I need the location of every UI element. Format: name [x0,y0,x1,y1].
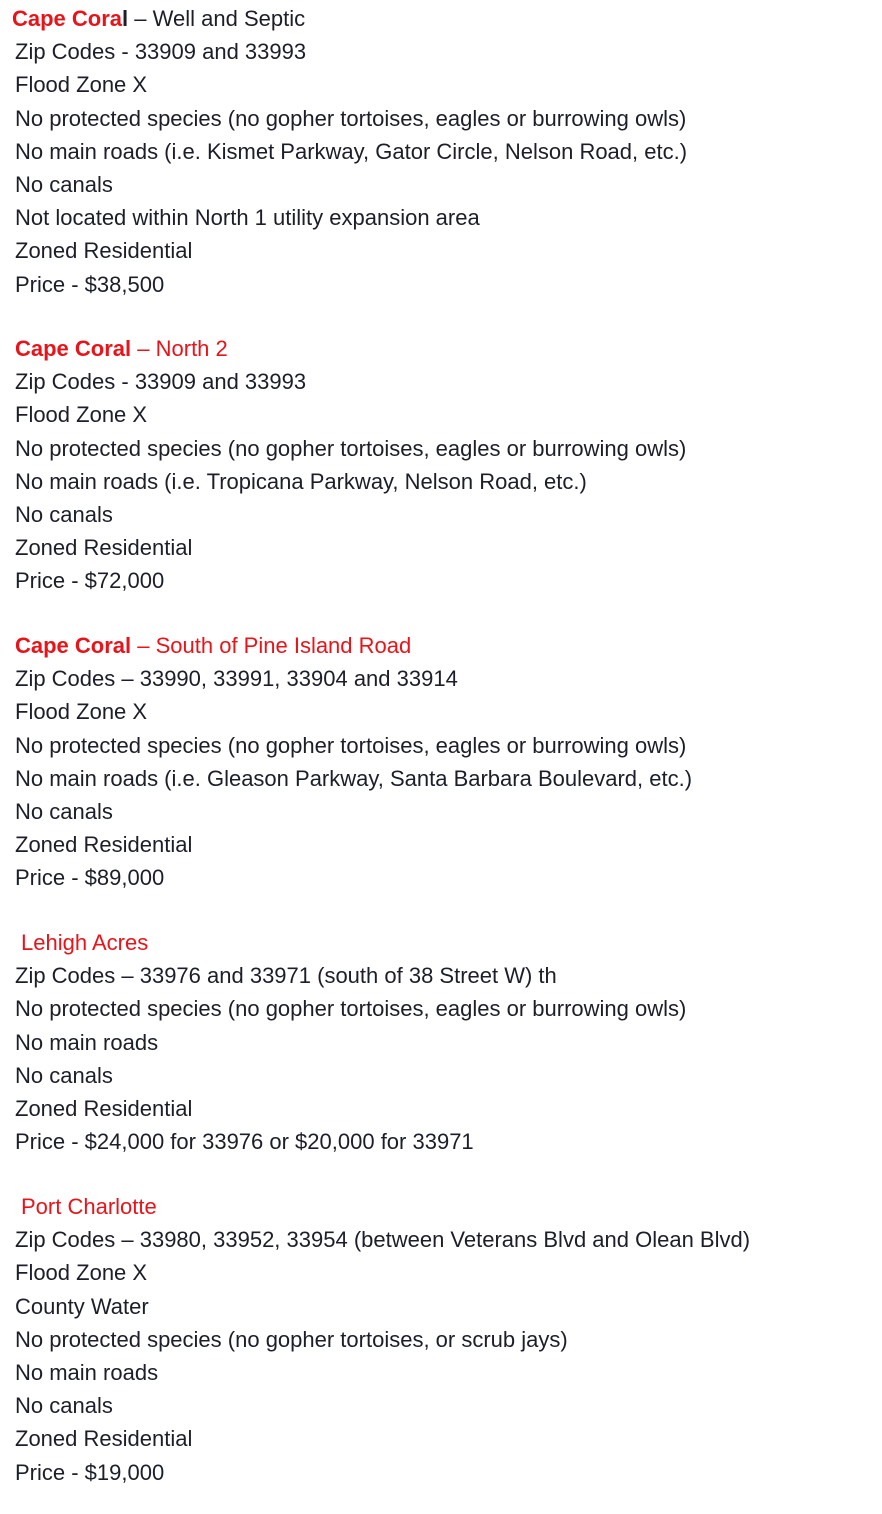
listing-port-charlotte [15,1190,875,1489]
listing-detail: Zip Codes – 33980, 33952, 33954 (between Veterans Blvd and Olean Blvd) [15,1227,751,1253]
listing-title [12,2,872,35]
listing-detail: No main roads [15,1359,159,1385]
listing-detail: No canals [15,501,113,527]
listing-lehigh-acres [15,926,875,1158]
listing-detail: No protected species (no gopher tortoises, or scrub jays) [15,1326,568,1352]
listing-title-city-end: l [122,6,129,31]
listing-title [15,926,875,959]
listing-detail: No canals [15,171,113,197]
listing-title [15,1190,875,1223]
listing-detail: No protected species (no gopher tortoises, eagles or burrowing owls) [15,732,687,758]
listing-detail: No main roads (i.e. Gleason Parkway, Santa Barbara Boulevard, etc.) [15,765,693,791]
listing-title-city: Lehigh Acres [21,930,149,955]
listing-detail: Zoned Residential [15,238,193,264]
listing-detail: County Water [15,1293,149,1319]
listing-title-city: Port Charlotte [21,1194,157,1219]
listing-detail: Zip Codes – 33990, 33991, 33904 and 33914 [15,666,458,692]
listing-title-area: – Well and Septic [128,6,306,31]
listing-detail: No canals [15,1393,113,1419]
listing-price: Price - $19,000 [15,1459,165,1485]
listing-detail: Flood Zone X [15,1260,148,1286]
listing-price: Price - $89,000 [15,865,165,891]
listing-price: Price - $38,500 [15,271,165,297]
listing-detail: No main roads [15,1029,159,1055]
listing-cape-coral-north-2 [15,332,875,598]
listing-detail: Flood Zone X [15,699,148,725]
listing-cape-coral-south-pine-island [15,629,875,895]
listing-detail: Zip Codes - 33909 and 33993 [15,39,307,65]
listing-price: Price - $72,000 [15,568,165,594]
listing-detail: Zip Codes – 33976 and 33971 (south of 38 Street W) th [15,963,557,989]
listing-detail: No canals [15,1062,113,1088]
listing-title-city: Cape Coral [15,633,132,658]
listing-detail: No canals [15,798,113,824]
listing-detail: Not located within North 1 utility expansion area [15,205,480,231]
listing-title [15,629,875,662]
listing-detail: Zoned Residential [15,1095,193,1121]
listing-detail: Zoned Residential [15,832,193,858]
listing-title-city: Cape Cora [12,6,123,31]
listing-cape-coral-well-septic [12,2,872,301]
listing-detail: No protected species (no gopher tortoises, eagles or burrowing owls) [15,105,687,131]
listing-detail: No main roads (i.e. Kismet Parkway, Gator Circle, Nelson Road, etc.) [15,138,688,164]
listing-detail: Flood Zone X [15,402,148,428]
listing-detail: No main roads (i.e. Tropicana Parkway, Nelson Road, etc.) [15,468,587,494]
listing-detail: Zip Codes - 33909 and 33993 [15,369,307,395]
listing-price: Price - $24,000 for 33976 or $20,000 for 33971 [15,1129,474,1155]
listing-title-city: Cape Coral [15,336,132,361]
listing-detail: Zoned Residential [15,1426,193,1452]
listing-title-area: – North 2 [131,336,228,361]
listing-title-area: – South of Pine Island Road [131,633,412,658]
listing-title [15,332,875,365]
listing-detail: Zoned Residential [15,535,193,561]
listing-detail: Flood Zone X [15,72,148,98]
listing-detail: No protected species (no gopher tortoises, eagles or burrowing owls) [15,435,687,461]
listing-detail: No protected species (no gopher tortoises, eagles or burrowing owls) [15,996,687,1022]
